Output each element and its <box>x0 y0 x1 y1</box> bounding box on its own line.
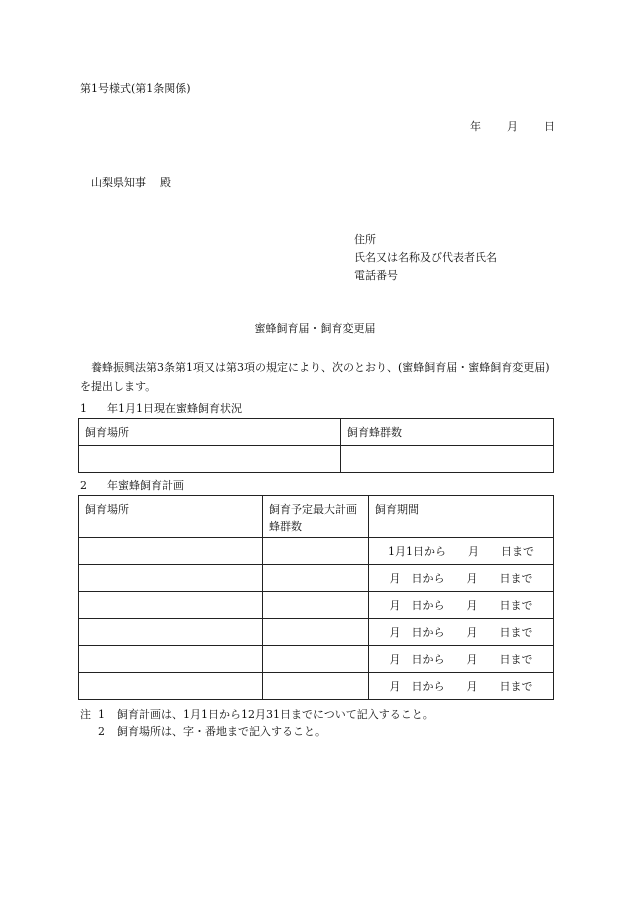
plan-location-cell[interactable] <box>79 646 263 673</box>
section1-number: 1 <box>80 402 87 415</box>
plan-max-colonies-cell[interactable] <box>263 592 369 619</box>
table-row <box>79 619 554 646</box>
plan-max-colonies-cell[interactable] <box>263 619 369 646</box>
section1-heading <box>80 403 242 414</box>
plan-location-cell[interactable] <box>79 673 263 700</box>
notes-label: 注 <box>80 708 91 721</box>
plan-max-colonies-cell[interactable] <box>263 646 369 673</box>
date-day-label: 日 <box>544 120 555 133</box>
plan-header-location: 飼育場所 <box>79 496 263 538</box>
document-title: 蜜蜂飼育届・飼育変更届 <box>254 322 376 335</box>
name-label: 氏名又は名称及び代表者氏名 <box>354 251 497 264</box>
plan-period-cell: 月 日から 月 日まで <box>369 565 554 592</box>
section2-title: 年蜜蜂飼育計画 <box>107 479 184 492</box>
date-line <box>470 121 555 132</box>
current-status-table <box>78 418 554 473</box>
date-year-label: 年 <box>470 120 481 133</box>
note-text: 飼育場所は、字・番地まで記入すること。 <box>117 725 326 738</box>
date-month-label: 月 <box>507 120 518 133</box>
plan-max-colonies-cell[interactable] <box>263 673 369 700</box>
note-item <box>80 706 434 723</box>
plan-location-cell[interactable] <box>79 592 263 619</box>
colony-count-cell[interactable] <box>341 446 554 473</box>
plan-max-colonies-cell[interactable] <box>263 538 369 565</box>
plan-period-cell: 月 日から 月 日まで <box>369 646 554 673</box>
addressee-name: 山梨県知事 <box>91 176 146 189</box>
addressee <box>91 177 171 188</box>
plan-period-cell: 月 日から 月 日まで <box>369 673 554 700</box>
location-cell[interactable] <box>79 446 341 473</box>
section1-title: 年1月1日現在蜜蜂飼育状況 <box>107 402 242 415</box>
form-number: 第1号様式(第1条関係) <box>80 82 191 95</box>
note-number: 2 <box>98 725 105 738</box>
section2-number: 2 <box>80 479 87 492</box>
plan-period-cell: 月 日から 月 日まで <box>369 619 554 646</box>
note-text: 飼育計画は、1月1日から12月31日までについて記入すること。 <box>117 708 434 721</box>
header-colony-count: 飼育蜂群数 <box>341 419 554 446</box>
table-row <box>79 565 554 592</box>
plan-location-cell[interactable] <box>79 538 263 565</box>
note-item <box>80 723 434 740</box>
table-row <box>79 646 554 673</box>
plan-header-period: 飼育期間 <box>369 496 554 538</box>
notes <box>80 706 434 740</box>
breeding-plan-table <box>78 495 554 700</box>
plan-location-cell[interactable] <box>79 565 263 592</box>
table-row <box>79 538 554 565</box>
section2-heading <box>80 480 184 491</box>
plan-max-colonies-cell[interactable] <box>263 565 369 592</box>
applicant-block <box>354 231 497 285</box>
note-number: 1 <box>98 708 105 721</box>
plan-location-cell[interactable] <box>79 619 263 646</box>
table-row <box>79 592 554 619</box>
header-location: 飼育場所 <box>79 419 341 446</box>
address-label: 住所 <box>354 233 376 246</box>
plan-period-cell: 月 日から 月 日まで <box>369 592 554 619</box>
body-text: 養蜂振興法第3条第1項又は第3項の規定により、次のとおり、(蜜蜂飼育届・蜜蜂飼育変更届)を提出します。 <box>80 361 550 393</box>
phone-label: 電話番号 <box>354 269 398 282</box>
table-row <box>79 673 554 700</box>
addressee-honorific: 殿 <box>160 176 171 189</box>
plan-period-cell: 1月1日から 月 日まで <box>369 538 554 565</box>
plan-header-max-colonies: 飼育予定最大計画蜂群数 <box>263 496 369 538</box>
